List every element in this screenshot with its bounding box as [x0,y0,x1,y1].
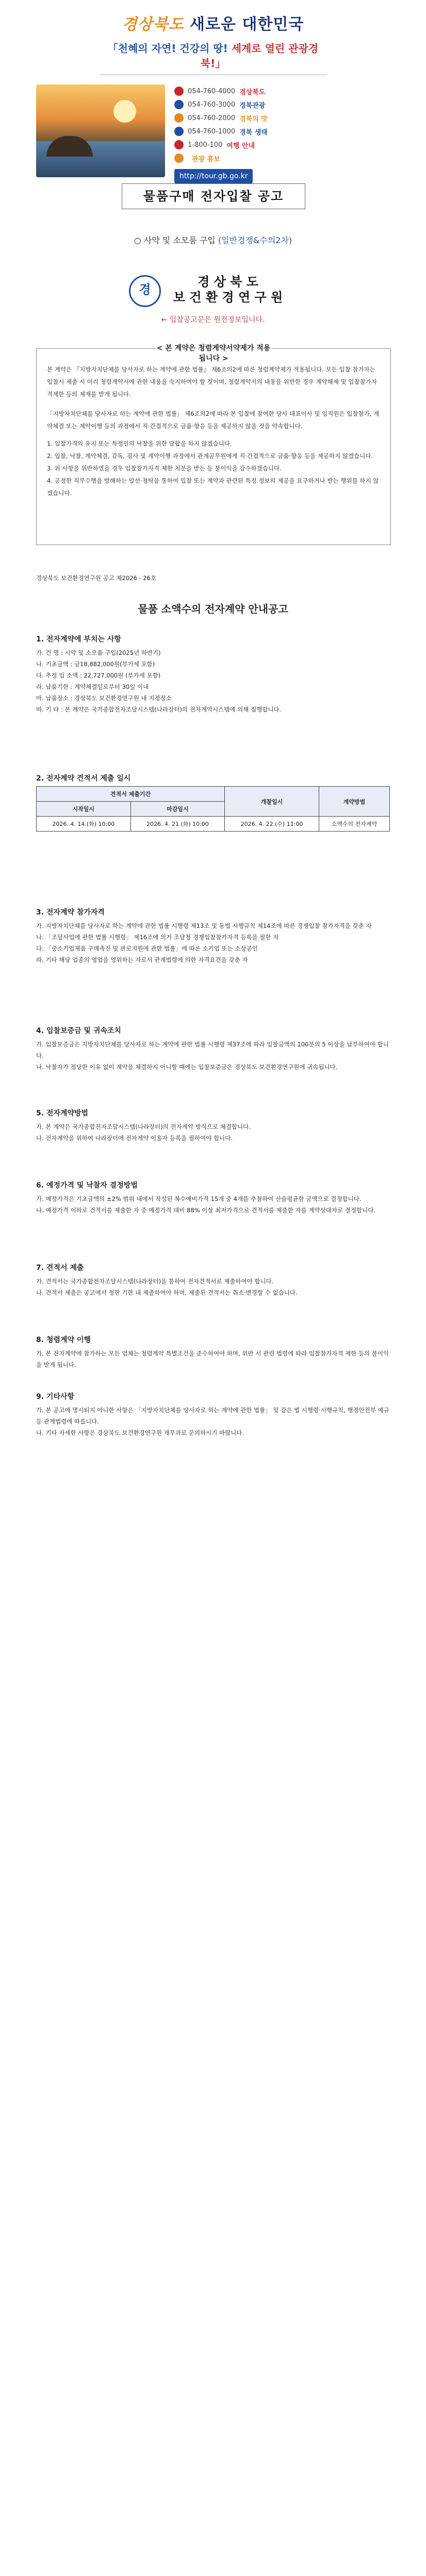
integrity-box-title: < 본 계약은 청렴계약서약제가 적용됩니다 > [155,343,272,363]
contact-number: 054-760-2000 [188,114,236,122]
section-2 [36,773,390,832]
table-cell: 2026. 4. 14.(화) 10:00 [37,817,131,832]
subject-prefix: ○ 사약 및 소모품 구입 [134,235,216,245]
schedule-table [36,786,390,832]
integrity-paragraph: 3. 위 사항을 위반하였을 경우 입찰참가자격 제한 처분을 받는 등 불이익을 감수하겠습니다. [47,465,282,472]
section-line: 가. 견적서는 국가종합전자조달시스템(나라장터)을 통하여 전자견적서로 제출하여야 합니다. [36,1278,274,1285]
section-heading: 2. 전자계약 견적서 제출 일시 [36,774,131,783]
section-heading: 6. 예정가격 및 낙찰자 결정방법 [36,1181,138,1190]
contact-tag: 경북의 맛 [239,115,268,123]
banner-body [36,84,390,182]
bullet-icon [174,100,184,109]
integrity-paragraph: 본 계약은 『지방자치단체를 당사자로 하는 계약에 관한 법률』 제6조의2에 따른 청렴계약제가 적용됩니다. 모든 입찰 참가자는 입찰시 제출 시 미리 청렴계약서에 관한 내용을 숙지하여야 할 것이며, 청렴계약서의 내용을 위반한 경우 계약해제 및 입찰참가자격제한 등의 제재를 받게 됩니다. [47,366,377,398]
contact-number: 1-800-100 [188,141,223,149]
institute-name [166,274,290,305]
slogan-prefix: 「천혜의 자연! 건강의 땅! [107,42,228,55]
section-8 [36,1334,390,1370]
contact-number: 054-760-1000 [188,127,236,135]
section-5 [36,1108,390,1144]
table-cell: 소액수의 전자계약 [319,817,389,832]
logo-part1: 경상북도 [122,15,184,33]
section-line: 가. 예정가격은 기초금액의 ±2% 범위 내에서 작성된 복수예비가격 15개 중 4개를 추첨하여 산술평균한 금액으로 결정합니다. [36,1195,362,1202]
bullet-icon [174,140,184,149]
section-heading: 5. 전자계약방법 [36,1109,89,1117]
integrity-paragraph: 4. 공정한 직무수행을 방해하는 알선·청탁을 통하여 입찰 또는 계약과 관련된 특정 정보의 제공을 요구하거나 받는 행위를 하지 않겠습니다. [47,477,379,497]
page-title: 물품구매 전자입찰 공고 [122,183,305,209]
section-line: 다. 추정 입 소액 : 22,727,000원 (부가세 포함) [36,672,161,679]
section-line: 가. 본 공고에 명시되지 아니한 사항은 「지방자치단체를 당사자로 하는 계약에 관한 법률」 및 같은 법 시행령·시행규칙, 행정안전부 예규 등 관계법령에 따릅니다. [36,1406,389,1425]
integrity-box [36,344,391,545]
subject-highlight: (일반경쟁&수의2차) [218,235,292,245]
table-cell: 2026. 4. 21.(화) 10:00 [130,817,225,832]
section-heading: 7. 견적서 제출 [36,1264,84,1272]
section-line: 가. 본 계약은 국가종합전자조달시스템(나라장터)의 전자계약 방식으로 체결합니다. [36,1123,251,1130]
institute-name-line1: 경 상 북 도 [198,274,258,289]
institute-name-line2: 보 건 환 경 연 구 원 [173,290,283,304]
table-header: 계약방법 [319,787,389,817]
section-line: 가. 본 전자계약에 참가하는 모든 업체는 청렴계약 특별조건을 준수하여야 하며, 위반 시 관련 법령에 따라 입찰참가자격 제한 등의 불이익을 받게 됩니다. [36,1350,389,1368]
sunset-photo [36,84,165,177]
section-heading: 8. 청렴계약 이행 [36,1336,91,1344]
section-1 [36,634,390,715]
table-header: 견적서 제출기간 [37,787,225,802]
section-heading: 3. 전자계약 참가자격 [36,908,105,917]
section-heading: 1. 전자계약에 부치는 사항 [36,635,121,643]
logo [36,11,390,34]
contact-tag: 여행 안내 [226,142,255,150]
logo-part2: 새로운 대한민국 [190,15,304,33]
contact-tag: 관광 홍보 [192,155,220,163]
bullet-icon [174,154,184,163]
section-line: 나. 견적서 제출은 공고에서 정한 기한 내 제출하여야 하며, 제출된 견적서는 취소·변경할 수 없습니다. [36,1289,298,1296]
subject-line [83,234,343,246]
section-6 [36,1180,390,1216]
site-link[interactable]: http://tour.gb.go.kr [174,169,253,183]
sun-shape [113,100,136,123]
section-line: 나. 기타 자세한 사항은 경상북도 보건환경연구원 재무과로 문의하시기 바랍니다. [36,1429,244,1436]
section-line: 나. 「조달사업에 관한 법률 시행령」 제16조에 의거 조달청 경쟁입찰참가자격 등록을 필한 자 [36,934,279,941]
contact-tag: 경북관광 [239,101,266,110]
contact-row [174,111,390,125]
section-3 [36,907,390,965]
table-header: 개찰일시 [225,787,319,817]
notice-reference: 경상북도 보건환경연구원 공고 제2026 - 26호 [36,574,156,582]
integrity-paragraph: 「지방자치단체를 당사자로 하는 계약에 관한 법률」 제6조의2에 따라 본 입찰에 참여한 당사 대표이사 및 임직원은 입찰참가, 계약체결 또는 계약이행 등의 과정에서 직·간접적으로 금품·향응 등을 제공하지 않을 것을 약속합니다. [47,410,380,430]
note-text: ← 입찰공고문은 원전정보입니다. [161,316,265,324]
contact-row [174,84,390,98]
contact-tag: 경상북도 [239,88,266,96]
section-7 [36,1262,390,1298]
contact-number: 054-760-3000 [188,100,236,109]
section-line: 가. 건 명 : 시약 및 소모품 구입(2025년 하반기) [36,649,161,656]
contact-row [174,138,390,151]
table-subheader: 마감일시 [130,802,225,817]
slogan [100,40,326,75]
section-line: 다. 「중소기업제품 구매촉진 및 판로지원에 관한 법률」에 따른 소기업 또는 소상공인 [36,945,258,952]
rock-shape [46,136,93,157]
table-row [37,817,390,832]
contact-row [174,151,390,165]
slogan-highlight: 세계로 열린 관광경북!」 [200,42,319,70]
contact-column [174,84,390,183]
section-9 [36,1391,390,1438]
contact-number: 054-760-4000 [188,87,236,95]
section-heading: 9. 기타사항 [36,1393,75,1401]
section-line: 바. 기 타 : 본 계약은 국가종합전자조달시스템(나라장터)의 전자계약시스템에 의해 집행합니다. [36,706,282,713]
section-heading: 4. 입찰보증금 및 귀속조치 [36,1027,121,1035]
contact-tag: 경북 생태 [239,128,268,137]
section-line: 라. 납품기한 : 계약체결일로부터 30일 이내 [36,683,149,690]
section-line: 가. 입찰보증금은 지방자치단체를 당사자로 하는 계약에 관한 법률 시행령 제37조에 따라 입찰금액의 100분의 5 이상을 납부하여야 합니다. [36,1041,389,1059]
bullet-icon [174,87,184,96]
section-line: 라. 기타 해당 업종의 영업을 영위하는 자로서 관계법령에 의한 자격요건을 갖춘 자 [36,956,248,963]
section-line: 가. 지방자치단체를 당사자로 하는 계약에 관한 법률 시행령 제13조 및 동법 시행규칙 제14조에 따른 경쟁입찰 참가자격을 갖춘 자 [36,922,372,929]
bullet-icon [174,113,184,123]
contact-row [174,125,390,138]
section-line: 마. 납품장소 : 경상북도 보건환경연구원 내 지정장소 [36,694,172,702]
integrity-paragraph: 1. 입찰가격의 유지 또는 특정인의 낙찰을 위한 담합을 하지 않겠습니다. [47,440,232,447]
section-line: 나. 예정가격 이하로 견적서를 제출한 자 중 예정가격 대비 88% 이상 최저가격으로 견적서를 제출한 자를 계약상대자로 결정합니다. [36,1207,375,1214]
contact-row [174,98,390,111]
main-title: 물품 소액수의 전자계약 안내공고 [138,603,288,615]
section-line: 나. 전자계약을 위하여 나라장터에 전자계약 이용자 등록을 필하여야 합니다. [36,1134,233,1142]
section-4 [36,1025,390,1073]
section-line: 나. 낙찰자가 정당한 이유 없이 계약을 체결하지 아니할 때에는 입찰보증금은 경상북도 보건환경연구원에 귀속됩니다. [36,1063,338,1071]
integrity-paragraph: 2. 입찰, 낙찰, 계약체결, 감독, 검사 및 계약이행 과정에서 관계공무원에게 직·간접적으로 금품·향응 등을 제공하지 않겠습니다. [47,452,373,460]
institute-seal-icon: 경 [129,275,161,307]
table-subheader: 시작일시 [37,802,131,817]
header-banner [36,11,390,180]
bullet-icon [174,127,184,136]
table-cell: 2026. 4. 22.(수) 11:00 [225,817,319,832]
section-line: 나. 기초금액 : 금18,882,000원(부가세 포함) [36,660,155,668]
integrity-box-body [47,363,380,499]
